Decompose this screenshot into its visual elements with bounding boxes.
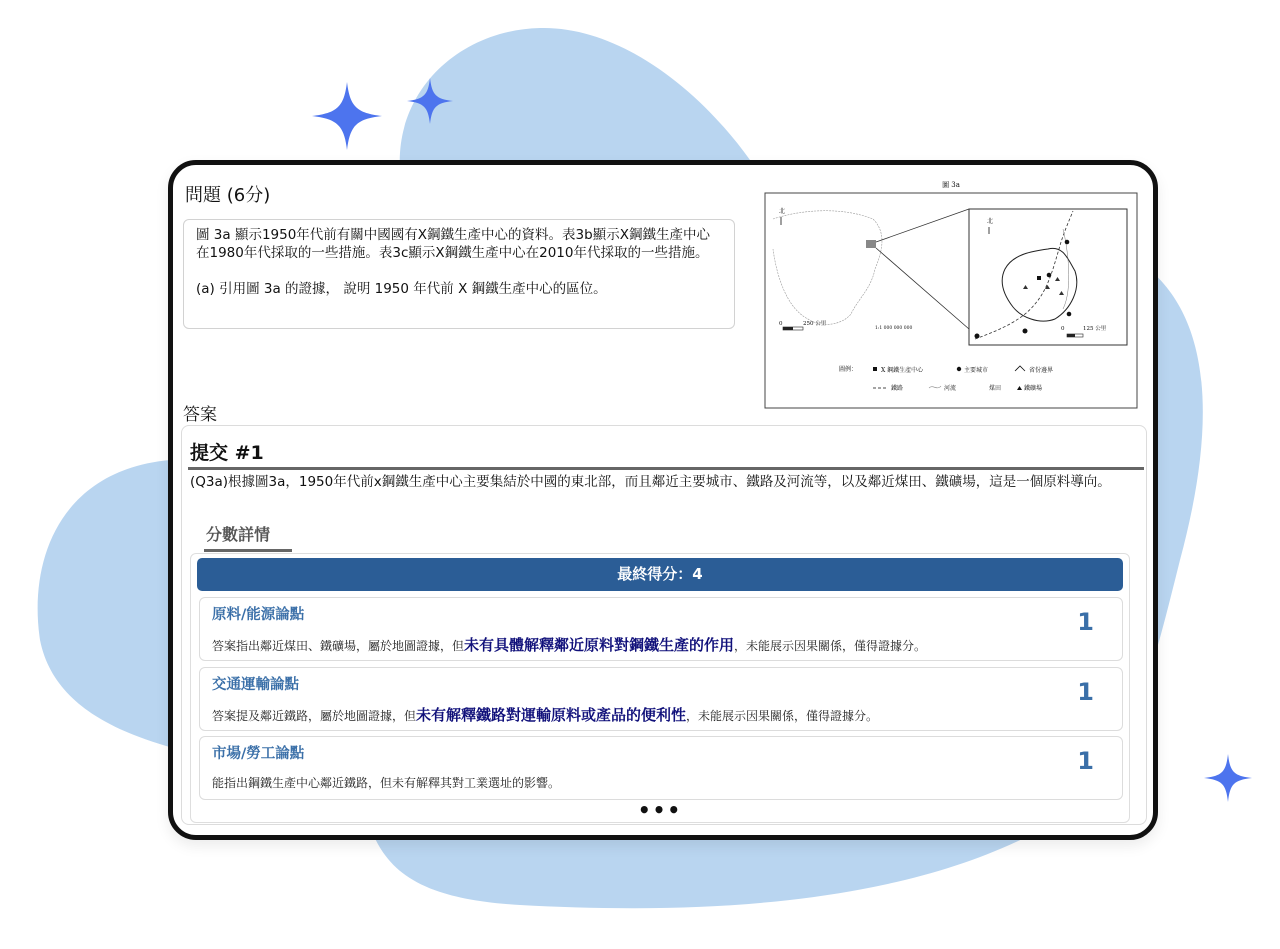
submission-title: 提交 #1: [190, 442, 264, 464]
scale-main: 250 公里: [803, 321, 827, 327]
legend-coalfield: 煤田: [989, 385, 1002, 392]
score-panel: [190, 553, 1130, 823]
submission-card: [181, 425, 1147, 825]
highlight-region: [866, 240, 876, 248]
criterion-desc: [212, 634, 926, 655]
map-ratio: 1:1 000 000 000: [875, 326, 913, 331]
answer-label: 答案: [183, 405, 217, 425]
figure-3a-map: [763, 179, 1139, 409]
criterion-desc: [212, 704, 878, 725]
desc-text: 答案指出鄰近煤田、鐵礦場，屬於地圖證據，但: [212, 639, 465, 653]
criterion-title: 交通運輸論點: [212, 677, 299, 693]
tablet-frame: [168, 160, 1158, 840]
legend-major-city: 主要城市: [964, 367, 989, 374]
legend-iron-mine: 鐵礦場: [1024, 385, 1043, 392]
sparkle-icon: [407, 78, 453, 124]
desc-text: 答案提及鄰近鐵路，屬於地圖證據，但: [212, 709, 417, 723]
submission-text: (Q3a)根據圖3a，1950年代前x鋼鐵生產中心主要集結於中國的東北部，而且鄰近主要城市、鐵路及河流等，以及鄰近煤田、鐵礦場，這是一個原料導向。: [190, 474, 1111, 490]
criterion-score: 1: [1077, 678, 1094, 706]
legend-title: 圖例：: [839, 366, 858, 373]
sparkle-icon: [312, 82, 382, 150]
more-ellipsis-icon[interactable]: •••: [637, 798, 683, 822]
criterion-desc: [212, 773, 560, 791]
north-label-main: 北: [779, 208, 786, 215]
scale-zero-inset: 0: [1061, 326, 1065, 332]
legend-railway: 鐵路: [891, 385, 904, 392]
desc-highlight: 未有具體解釋鄰近原料對鋼鐵生產的作用: [464, 636, 735, 654]
criterion-card: [199, 597, 1123, 661]
final-score-bar: 最終得分：4: [197, 558, 1123, 591]
criterion-card: [199, 667, 1123, 731]
desc-text: ，未能展示因果關係，僅得證據分。: [734, 639, 927, 653]
question-sub: (a) 引用圖 3a 的證據， 說明 1950 年代前 X 鋼鐵生產中心的區位。: [196, 281, 607, 297]
map-title: 圖 3a: [942, 181, 960, 189]
legend-steel-center: X 鋼鐵生產中心: [881, 367, 924, 374]
sparkle-icon: [1204, 754, 1252, 802]
north-label-inset: 北: [987, 218, 994, 225]
criterion-score: 1: [1077, 747, 1094, 775]
legend-river: 河流: [944, 385, 957, 392]
question-title: 問題 (6分): [185, 185, 271, 206]
criterion-title: 市場/勞工論點: [212, 746, 305, 762]
desc-text: ，未能展示因果關係，僅得證據分。: [686, 709, 879, 723]
scale-inset: 125 公里: [1083, 326, 1107, 332]
question-box: [183, 219, 735, 329]
desc-highlight: 未有解釋鐵路對運輸原料或產品的便利性: [416, 706, 687, 724]
desc-text: 能指出鋼鐵生產中心鄰近鐵路，但未有解釋其對工業選址的影響。: [212, 776, 561, 790]
criterion-title: 原料/能源論點: [212, 607, 305, 623]
question-body: 圖 3a 顯示1950年代前有關中國國有X鋼鐵生產中心的資料。表3b顯示X鋼鐵生產中心在1980年代採取的一些措施。表3c顯示X鋼鐵生產中心在2010年代採取的一些措施。: [196, 227, 710, 261]
criterion-score: 1: [1077, 608, 1094, 636]
tab-score-details[interactable]: 分數詳情: [204, 522, 292, 552]
scale-zero: 0: [779, 321, 783, 327]
legend-boundary: 省份邊界: [1029, 367, 1054, 374]
submission-divider: [188, 467, 1144, 470]
criterion-card: [199, 736, 1123, 800]
